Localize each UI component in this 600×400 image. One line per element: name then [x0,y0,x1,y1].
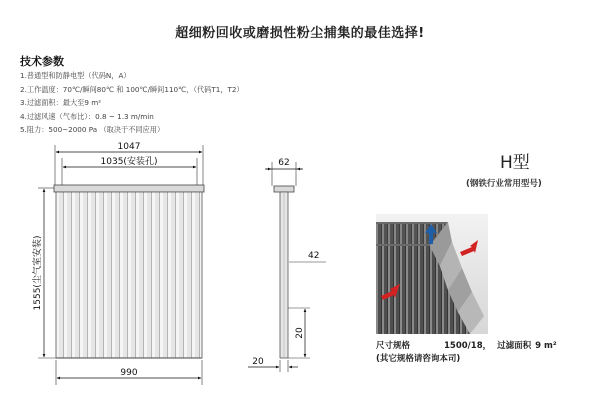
area-value: 9 m² [535,341,557,351]
model-subtitle: (钢铁行业常用型号) [466,179,542,189]
other-specs-note: (其它规格请咨询本司) [376,354,461,364]
front-view [31,142,204,385]
pleated-body [56,192,202,358]
dim-side-mid: 42 [308,251,320,261]
side-view [248,158,326,372]
dim-total-width: 1047 [117,142,141,152]
dim-side-bottom: 20 [295,327,305,339]
spec-item-area: 3.过滤面积：最大至9 m² [20,98,102,107]
area-label: 过滤面积 [497,341,532,351]
dim-side-top: 62 [278,158,290,168]
spec-item-type: 1.普通型和防静电型（代码N，A） [20,71,131,80]
side-cap [274,186,294,192]
dim-bottom-width: 990 [120,368,138,378]
product-photo [376,214,488,334]
size-label: 尺寸规格 [376,341,411,351]
model-title: H型 [500,153,530,173]
dim-mount-width: 1035(安装孔) [100,157,158,167]
spec-item-resistance: 5.阻力：500~2000 Pa （取决于不同应用） [20,125,165,134]
top-flange [54,185,204,192]
dim-height: 1555(尘气室安装) [33,235,43,311]
dim-side-base: 20 [252,357,264,367]
size-value: 1500/18， [444,341,492,351]
headline: 超细粉回收或磨损性粉尘捕集的最佳选择! [175,26,425,41]
spec-item-temperature: 2.工作温度：70℃/瞬间80℃ 和 100℃/瞬间110℃，（代码T1，T2） [20,84,244,94]
size-info [376,339,557,351]
spec-item-velocity: 4.过滤风速（气布比）：0.8 ~ 1.3 m/min [20,111,154,121]
specs-title: 技术参数 [20,55,64,68]
